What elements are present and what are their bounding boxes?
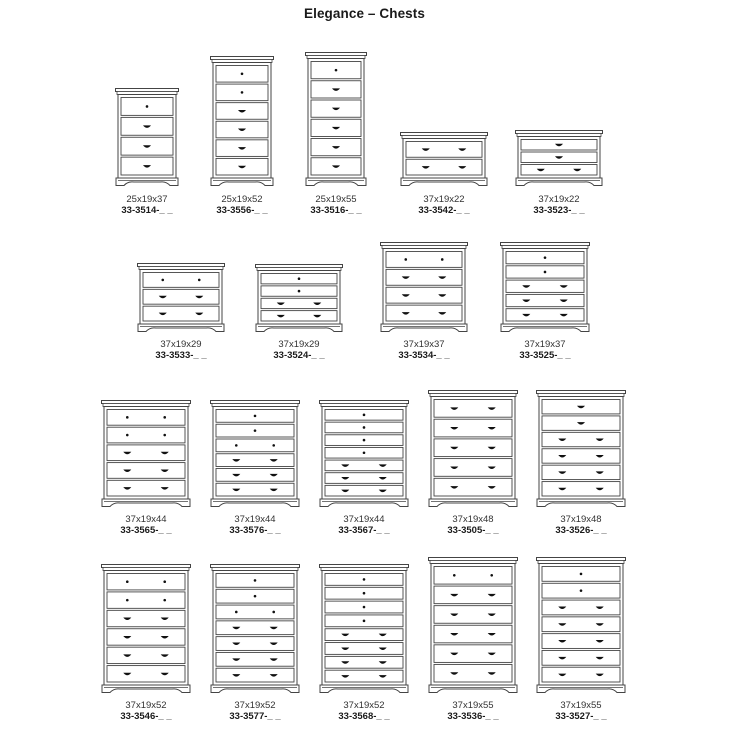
- chest-item: [210, 56, 274, 186]
- chest-model-number: 33-3556-_ _: [216, 205, 268, 216]
- knob-icon: [126, 434, 129, 437]
- knob-icon: [298, 290, 301, 293]
- drawer: [107, 629, 185, 645]
- chest-caption: [314, 514, 414, 536]
- knob-icon: [254, 595, 257, 598]
- knob-icon: [272, 444, 275, 447]
- chest-drawing: [101, 564, 191, 693]
- chest-model-number: 33-3516-_ _: [310, 205, 362, 216]
- chest-base: [320, 685, 408, 693]
- chest-drawing: [210, 400, 300, 507]
- chest-drawing: [400, 132, 488, 186]
- drawer: [107, 480, 185, 496]
- chest-base: [211, 499, 299, 507]
- drawer: [434, 478, 512, 496]
- drawer: [386, 252, 462, 268]
- chest-top: [211, 565, 300, 568]
- chest-base: [256, 324, 342, 332]
- knob-icon: [363, 451, 366, 454]
- drawer: [107, 647, 185, 663]
- drawer: [386, 305, 462, 321]
- chest-dimensions: 37x19x44: [125, 514, 167, 525]
- drawer: [542, 634, 620, 649]
- page-title: Elegance – Chests: [303, 6, 425, 21]
- knob-icon: [441, 258, 444, 261]
- drawer: [542, 465, 620, 479]
- drawer: [542, 667, 620, 682]
- drawer: [107, 610, 185, 626]
- chest-item: [500, 242, 590, 332]
- knob-icon: [163, 580, 166, 583]
- drawer: [107, 592, 185, 608]
- chest-item: [101, 564, 191, 693]
- chest-drawing: [536, 390, 626, 507]
- chest-top: [211, 401, 300, 404]
- chest-dimensions: 37x19x44: [343, 514, 385, 525]
- chest-model-number: 33-3527-_ _: [555, 711, 607, 722]
- knob-icon: [161, 279, 164, 282]
- chest-item: [210, 564, 300, 693]
- drawer: [386, 287, 462, 303]
- drawer: [107, 445, 185, 461]
- chest-item: [101, 400, 191, 507]
- chest-drawing: [305, 52, 367, 186]
- drawer: [107, 574, 185, 590]
- chest-drawing: [210, 564, 300, 693]
- drawer: [434, 400, 512, 418]
- knob-icon: [126, 416, 129, 419]
- chest-model-number: 33-3525-_ _: [519, 350, 571, 361]
- chest-model-number: 33-3536-_ _: [447, 711, 499, 722]
- drawer: [261, 298, 337, 308]
- chest-top: [138, 264, 225, 267]
- chest-dimensions: 37x19x52: [125, 700, 167, 711]
- knob-icon: [126, 580, 129, 583]
- drawer: [216, 483, 294, 496]
- chest-item: [428, 557, 518, 693]
- knob-icon: [363, 578, 366, 581]
- drawer: [216, 469, 294, 482]
- drawer: [216, 439, 294, 452]
- chest-drawing: [536, 557, 626, 693]
- chest-drawing: [101, 400, 191, 507]
- chest-item: [115, 88, 179, 186]
- chest-item: [255, 264, 343, 332]
- drawer: [406, 142, 482, 158]
- drawer: [107, 427, 185, 443]
- chest-caption: [131, 339, 231, 361]
- chest-base: [381, 324, 467, 332]
- knob-icon: [453, 574, 456, 577]
- chest-caption: [249, 339, 349, 361]
- chest-top: [429, 391, 518, 394]
- chest-dimensions: 37x19x55: [452, 700, 494, 711]
- drawer: [143, 273, 219, 288]
- chest-caption: [205, 700, 305, 722]
- knob-icon: [163, 599, 166, 602]
- chest-caption: [205, 514, 305, 536]
- chest-caption: [314, 700, 414, 722]
- chest-model-number: 33-3505-_ _: [447, 525, 499, 536]
- chest-drawing: [137, 263, 225, 332]
- knob-icon: [580, 573, 583, 576]
- chest-dimensions: 37x19x29: [278, 339, 320, 350]
- chest-top: [306, 53, 367, 56]
- drawer: [107, 410, 185, 426]
- knob-icon: [146, 105, 149, 108]
- knob-icon: [298, 277, 301, 280]
- chest-dimensions: 37x19x22: [423, 194, 465, 205]
- chest-base: [306, 178, 366, 186]
- chest-drawing: [428, 390, 518, 507]
- knob-icon: [254, 415, 257, 418]
- chest-item: [400, 132, 488, 186]
- knob-icon: [163, 434, 166, 437]
- chest-base: [211, 178, 273, 186]
- chest-drawing: [319, 564, 409, 693]
- drawer: [434, 606, 512, 624]
- chest-top: [537, 391, 626, 394]
- chest-top: [537, 558, 626, 561]
- chest-item: [137, 263, 225, 332]
- chest-dimensions: 37x19x29: [160, 339, 202, 350]
- chest-caption: [97, 194, 197, 216]
- chest-dimensions: 37x19x37: [403, 339, 445, 350]
- chest-caption: [531, 514, 631, 536]
- drawer: [325, 485, 403, 496]
- drawer: [107, 463, 185, 479]
- chest-item: [536, 557, 626, 693]
- chest-model-number: 33-3577-_ _: [229, 711, 281, 722]
- chest-top: [116, 89, 179, 92]
- chest-model-number: 33-3524-_ _: [273, 350, 325, 361]
- drawer: [325, 643, 403, 655]
- chest-drawing: [115, 88, 179, 186]
- drawer: [542, 650, 620, 665]
- knob-icon: [198, 279, 201, 282]
- chest-base: [537, 499, 625, 507]
- knob-icon: [235, 611, 238, 614]
- drawer: [506, 309, 584, 321]
- knob-icon: [363, 414, 366, 417]
- chest-drawing: [319, 400, 409, 507]
- chest-item: [428, 390, 518, 507]
- chest-caption: [394, 194, 494, 216]
- drawer: [521, 165, 597, 176]
- knob-icon: [363, 620, 366, 623]
- knob-icon: [163, 416, 166, 419]
- chest-top: [256, 265, 343, 268]
- chest-top: [102, 565, 191, 568]
- drawer: [216, 454, 294, 467]
- chest-top: [320, 565, 409, 568]
- drawer: [434, 567, 512, 585]
- drawer: [434, 645, 512, 663]
- knob-icon: [363, 439, 366, 442]
- drawer: [542, 482, 620, 496]
- drawer: [434, 664, 512, 682]
- drawer: [434, 439, 512, 457]
- chest-top: [320, 401, 409, 404]
- drawer: [542, 617, 620, 632]
- chest-model-number: 33-3542-_ _: [418, 205, 470, 216]
- knob-icon: [363, 592, 366, 595]
- knob-icon: [272, 611, 275, 614]
- chest-drawing: [428, 557, 518, 693]
- chest-item: [319, 564, 409, 693]
- chest-item: [319, 400, 409, 507]
- chest-model-number: 33-3568-_ _: [338, 711, 390, 722]
- drawer: [386, 269, 462, 285]
- chest-base: [102, 499, 190, 507]
- knob-icon: [335, 69, 338, 72]
- knob-icon: [490, 574, 493, 577]
- chest-model-number: 33-3576-_ _: [229, 525, 281, 536]
- chest-dimensions: 37x19x48: [452, 514, 494, 525]
- knob-icon: [404, 258, 407, 261]
- drawer: [216, 637, 294, 651]
- chest-top: [381, 243, 468, 246]
- drawer: [325, 460, 403, 471]
- drawer: [143, 289, 219, 304]
- drawer: [261, 311, 337, 321]
- chest-dimensions: 25x19x52: [221, 194, 263, 205]
- knob-icon: [254, 579, 257, 582]
- chest-drawing: [210, 56, 274, 186]
- chest-caption: [509, 194, 609, 216]
- chest-model-number: 33-3567-_ _: [338, 525, 390, 536]
- chest-drawing: [255, 264, 343, 332]
- chest-caption: [286, 194, 386, 216]
- drawer: [542, 432, 620, 446]
- drawer: [434, 625, 512, 643]
- drawer: [107, 666, 185, 682]
- drawer: [506, 294, 584, 306]
- knob-icon: [126, 599, 129, 602]
- chest-model-number: 33-3523-_ _: [533, 205, 585, 216]
- chest-drawing: [500, 242, 590, 332]
- chest-top: [516, 131, 603, 134]
- drawer: [406, 159, 482, 175]
- chest-caption: [531, 700, 631, 722]
- drawer: [325, 629, 403, 641]
- chest-dimensions: 37x19x52: [234, 700, 276, 711]
- drawer: [434, 586, 512, 604]
- chest-model-number: 33-3546-_ _: [120, 711, 172, 722]
- knob-icon: [363, 426, 366, 429]
- drawer: [216, 668, 294, 682]
- chest-item: [305, 52, 367, 186]
- chest-base: [429, 499, 517, 507]
- chest-dimensions: 37x19x52: [343, 700, 385, 711]
- drawer: [542, 600, 620, 615]
- drawer: [143, 306, 219, 321]
- chest-item: [380, 242, 468, 332]
- drawer: [506, 280, 584, 292]
- chest-dimensions: 37x19x44: [234, 514, 276, 525]
- chest-top: [429, 558, 518, 561]
- knob-icon: [580, 589, 583, 592]
- chest-dimensions: 37x19x55: [560, 700, 602, 711]
- chest-caption: [192, 194, 292, 216]
- drawer: [434, 459, 512, 477]
- chest-model-number: 33-3565-_ _: [120, 525, 172, 536]
- chest-base: [429, 685, 517, 693]
- chest-base: [320, 499, 408, 507]
- chest-item: [536, 390, 626, 507]
- drawer: [434, 419, 512, 437]
- chest-caption: [96, 700, 196, 722]
- drawer: [216, 621, 294, 635]
- drawer: [325, 656, 403, 668]
- chest-top: [102, 401, 191, 404]
- chest-base: [537, 685, 625, 693]
- chest-dimensions: 25x19x55: [315, 194, 357, 205]
- knob-icon: [235, 444, 238, 447]
- chest-top: [501, 243, 590, 246]
- chest-dimensions: 37x19x48: [560, 514, 602, 525]
- knob-icon: [254, 429, 257, 432]
- chest-caption: [423, 514, 523, 536]
- chest-base: [401, 178, 487, 186]
- knob-icon: [241, 72, 244, 75]
- chest-base: [116, 178, 178, 186]
- chest-base: [211, 685, 299, 693]
- chest-caption: [495, 339, 595, 361]
- chest-top: [401, 133, 488, 136]
- chest-base: [138, 324, 224, 332]
- drawer: [542, 449, 620, 463]
- chest-drawing: [515, 130, 603, 186]
- knob-icon: [544, 256, 547, 259]
- chest-base: [102, 685, 190, 693]
- drawer: [325, 473, 403, 484]
- chest-model-number: 33-3533-_ _: [155, 350, 207, 361]
- chest-caption: [96, 514, 196, 536]
- chest-model-number: 33-3514-_ _: [121, 205, 173, 216]
- chest-caption: [423, 700, 523, 722]
- chest-model-number: 33-3534-_ _: [398, 350, 450, 361]
- knob-icon: [544, 271, 547, 274]
- chest-dimensions: 37x19x37: [524, 339, 566, 350]
- chest-base: [501, 324, 589, 332]
- chest-caption: [374, 339, 474, 361]
- chest-top: [211, 57, 274, 60]
- chest-model-number: 33-3526-_ _: [555, 525, 607, 536]
- drawer: [325, 670, 403, 682]
- chest-drawing: [380, 242, 468, 332]
- drawer: [216, 605, 294, 619]
- chest-item: [210, 400, 300, 507]
- drawer: [216, 652, 294, 666]
- chest-item: [515, 130, 603, 186]
- chest-base: [516, 178, 602, 186]
- chest-dimensions: 25x19x37: [126, 194, 168, 205]
- knob-icon: [241, 91, 244, 94]
- knob-icon: [363, 606, 366, 609]
- chest-dimensions: 37x19x22: [538, 194, 580, 205]
